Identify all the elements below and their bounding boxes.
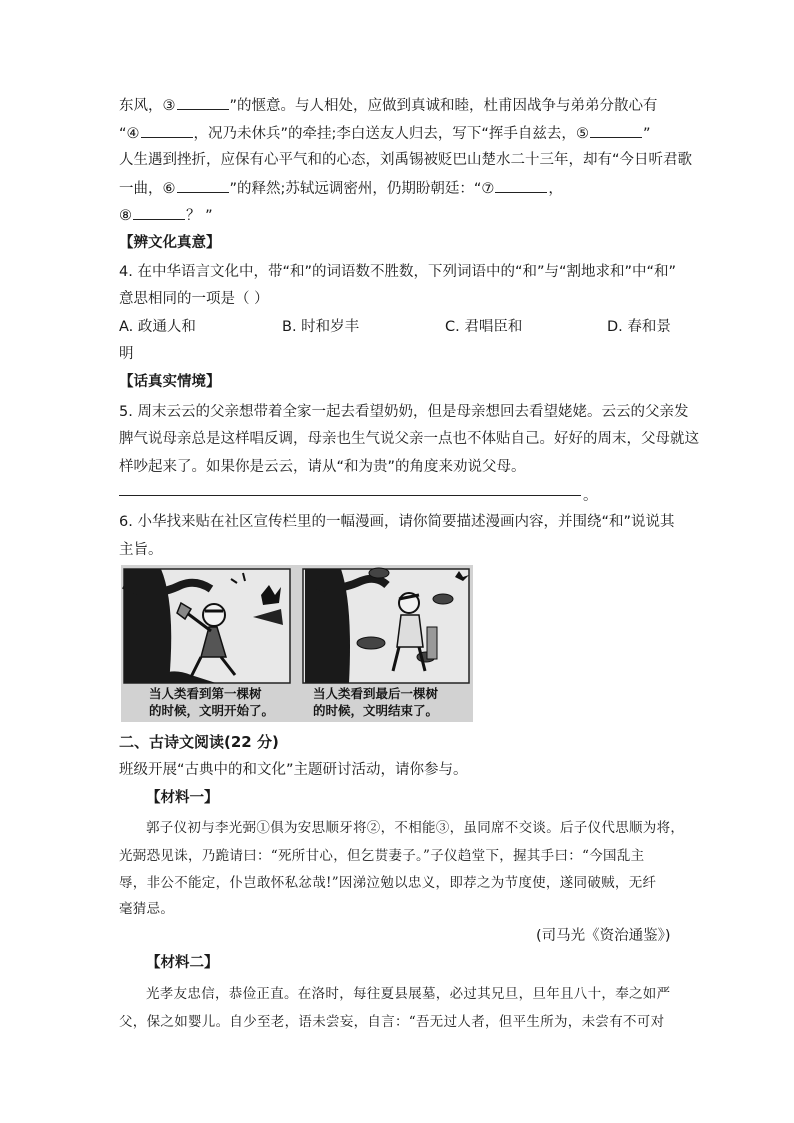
section-heading-culture: 【辨文化真意】 (119, 235, 221, 251)
q5-answer-end: 。 (583, 488, 598, 504)
material1-line-4: 毫猜忌。 (119, 901, 175, 917)
q5-answer-line[interactable] (119, 495, 581, 496)
material1-line-3: 辱，非公不能定，仆岂敢怀私忿哉!”因涕泣勉以忠义，即荐之为节度使，遂同破贼，无纤 (119, 875, 657, 891)
q6-stem-line-2: 主旨。 (119, 542, 163, 558)
answer-blank-5[interactable] (590, 123, 642, 138)
cartoon-left-caption-2: 的时候，文明开始了。 (149, 703, 275, 718)
answer-blank-4[interactable] (141, 123, 193, 138)
material2-line-1: 光孝友忠信，恭俭正直。在洛时，每往夏县展墓，必过其兄旦，旦年且八十，奉之如严 (146, 986, 671, 1002)
material1-line-2: 光弼恐见诛，乃跪请曰：“死所甘心，但乞贳妻子。”子仪趋堂下，握其手曰：“今国乱主 (119, 848, 645, 864)
q5-stem-line-3: 样吵起来了。如果你是云云，请从“和为贵”的角度来劝说父母。 (119, 459, 526, 475)
cartoon-drawing (121, 565, 473, 722)
material1-title: 【材料一】 (146, 790, 219, 806)
q4-option-d-wrap: 明 (119, 346, 134, 362)
material1-source: (司马光《资治通鉴》) (536, 928, 671, 944)
poem-fill-line-4: 一曲，⑥ ”的释然;苏轼远调密州，仍期盼朝廷：“⑦ ， (119, 178, 679, 199)
cartoon-right-caption-2: 的时候，文明结束了。 (313, 703, 439, 718)
poem-fill-line-1: 东风，③ ”的惬意。与人相处，应做到真诚和睦，杜甫因战争与弟弟分散心有 (119, 95, 679, 116)
answer-blank-7[interactable] (495, 178, 547, 193)
cartoon-right-caption-1: 当人类看到最后一棵树 (313, 686, 439, 701)
q4-option-b[interactable]: B. 时和岁丰 (282, 319, 360, 335)
cartoon-image (121, 565, 473, 722)
q4-option-a[interactable]: A. 政通人和 (119, 319, 196, 335)
poem-fill-line-2: “④ ，况乃未休兵”的牵挂;李白送友人归去，写下“挥手自兹去，⑤ ” (119, 123, 679, 144)
q6-stem-line-1: 6. 小华找来贴在社区宣传栏里的一幅漫画，请你简要描述漫画内容，并围绕“和”说说其 (119, 514, 675, 530)
material1-line-1: 郭子仪初与李光弼①俱为安思顺牙将②，不相能③，虽同席不交谈。后子仪代思顺为将， (146, 820, 685, 836)
q4-option-d[interactable]: D. 春和景 (607, 319, 671, 335)
answer-blank-8[interactable] (133, 205, 185, 220)
q5-stem-line-1: 5. 周末云云的父亲想带着全家一起去看望奶奶，但是母亲想回去看望姥姥。云云的父亲发 (119, 404, 689, 420)
material2-line-2: 父，保之如婴儿。自少至老，语未尝妄，自言：“吾无过人者，但平生所为，未尝有不可对 (119, 1014, 665, 1030)
material2-title: 【材料二】 (146, 955, 219, 971)
q4-stem-line-2: 意思相同的一项是（ ） (119, 291, 269, 307)
cartoon-left-caption-1: 当人类看到第一棵树 (149, 686, 262, 701)
section-heading-situation: 【话真实情境】 (119, 374, 221, 390)
poem-fill-line-3: 人生遇到挫折，应保有心平气和的心态，刘禹锡被贬巴山楚水二十三年，却有“今日听君歌 (119, 152, 693, 168)
poem-fill-line-5: ⑧ ？ ” (119, 205, 679, 226)
answer-blank-6[interactable] (177, 178, 229, 193)
q5-stem-line-2: 脾气说母亲总是这样唱反调，母亲也生气说父亲一点也不体贴自己。好好的周末，父母就这 (119, 431, 699, 447)
section2-title: 二、古诗文阅读(22 分) (119, 733, 279, 751)
section2-intro: 班级开展“古典中的和文化”主题研讨活动，请你参与。 (119, 762, 468, 778)
q4-stem-line-1: 4. 在中华语言文化中，带“和”的词语数不胜数，下列词语中的“和”与“割地求和”中“和” (119, 264, 677, 280)
q4-option-c[interactable]: C. 君唱臣和 (445, 319, 523, 335)
answer-blank-3[interactable] (177, 95, 229, 110)
